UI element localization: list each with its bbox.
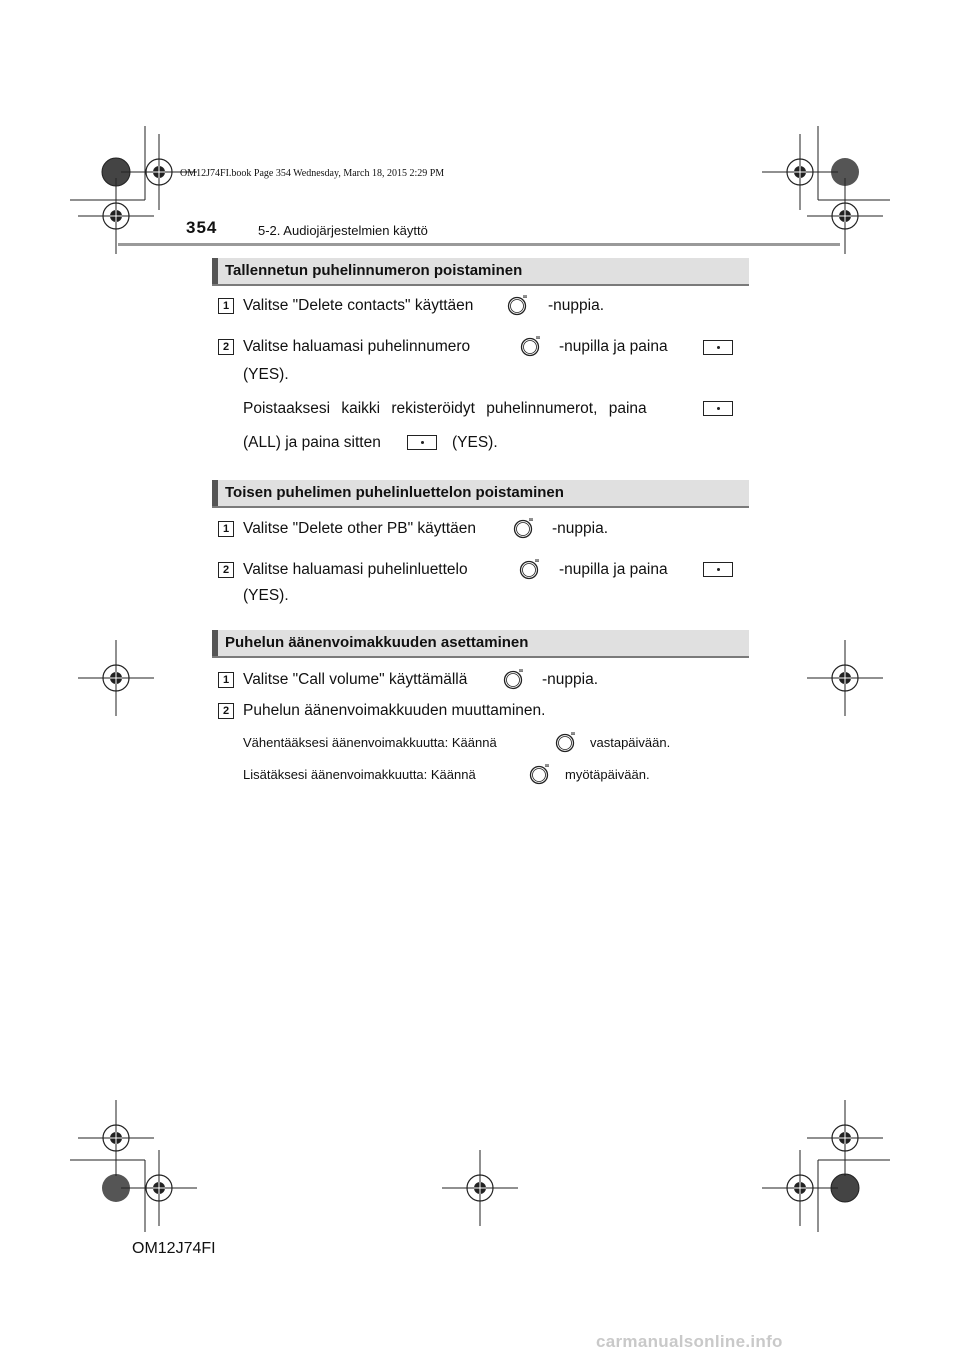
step-text: Valitse "Delete other PB" käyttäen [243, 520, 477, 537]
step-text: -nupilla ja paina [559, 561, 668, 578]
step-text: -nuppia. [548, 297, 605, 314]
watermark: carmanualsonline.info [596, 1332, 783, 1351]
section-header [212, 258, 749, 286]
chapter-title: 5-2. Audiojärjestelmien käyttö [258, 223, 428, 238]
step-number: 1 [218, 672, 234, 688]
tune-knob-icon [507, 294, 529, 316]
manual-code: OM12J74FI [132, 1240, 216, 1257]
step-number: 2 [218, 703, 234, 719]
step-number: 2 [218, 562, 234, 578]
preset-button-icon [703, 340, 733, 355]
step-subtext: vastapäivään. [590, 735, 671, 750]
step-text: (ALL) ja paina sitten [243, 434, 381, 451]
preset-button-icon [407, 435, 437, 450]
step-text: -nuppia. [552, 520, 609, 537]
step-text: Valitse "Call volume" käyttämällä [243, 671, 468, 688]
section-title: Puhelun äänenvoimakkuuden asettaminen [225, 634, 529, 651]
section-header [212, 480, 749, 508]
tune-knob-icon [555, 731, 577, 753]
tune-knob-icon [503, 668, 525, 690]
step-number: 1 [218, 298, 234, 314]
header-rule [118, 243, 840, 246]
step-text: Poistaaksesi kaikki rekisteröidyt puhelinnumerot, paina [243, 400, 647, 417]
preset-button-icon [703, 401, 733, 416]
print-info: OM12J74FI.book Page 354 Wednesday, March 18, 2015 2:29 PM [180, 168, 445, 179]
step-text: (YES). [243, 587, 289, 604]
step-number: 2 [218, 339, 234, 355]
tune-knob-icon [529, 763, 551, 785]
section-title: Toisen puhelimen puhelinluettelon poistaminen [225, 484, 564, 501]
step-text: (YES). [452, 434, 498, 451]
section-title: Tallennetun puhelinnumeron poistaminen [225, 262, 523, 279]
step-text: -nupilla ja paina [559, 338, 668, 355]
step-text: Valitse haluamasi puhelinluettelo [243, 561, 468, 578]
step-text: Puhelun äänenvoimakkuuden muuttaminen. [243, 702, 546, 719]
step-subtext: Vähentääksesi äänenvoimakkuutta: Käännä [243, 735, 497, 750]
step-subtext: Lisätäksesi äänenvoimakkuutta: Käännä [243, 767, 476, 782]
page-number: 354 [186, 218, 218, 237]
tune-knob-icon [513, 517, 535, 539]
tune-knob-icon [520, 335, 542, 357]
step-number: 1 [218, 521, 234, 537]
step-text: Valitse "Delete contacts" käyttäen [243, 297, 474, 314]
section-header [212, 630, 749, 658]
step-text: Valitse haluamasi puhelinnumero [243, 338, 471, 355]
step-text: (YES). [243, 366, 289, 383]
preset-button-icon [703, 562, 733, 577]
tune-knob-icon [519, 558, 541, 580]
step-subtext: myötäpäivään. [565, 767, 650, 782]
step-text: -nuppia. [542, 671, 599, 688]
